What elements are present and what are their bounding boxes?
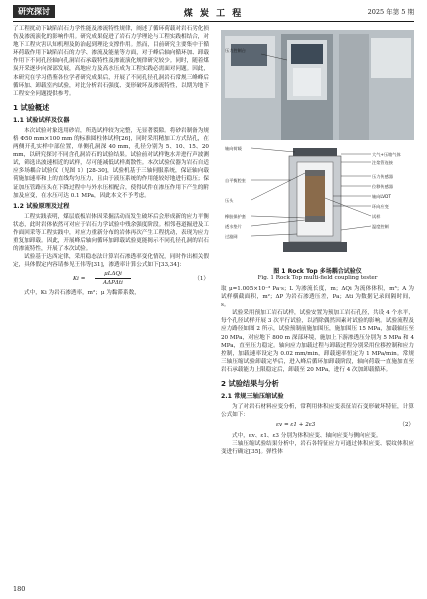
figure-label: 环向应变 <box>372 204 389 209</box>
figure-label: 过滤网 <box>225 234 238 239</box>
body-paragraph: 试验采用预加工岩石试样，试验安置为预加工岩石孔径，共设 4 个水平，每个孔径试样开展 3 次平行试验，以消除偶然因素对试验的影响。试验流程及应力路径如图 2 所示，试验预制前施加围压，施加围压 15 MPa，加载轴压至 20 MPa，对应地下 800 m 深部环境，施加上下游渗透压分别为 5 MPa 和 4 MPa，直至压力稳定。轴向应力加载过程与卸载过程分别采用位移控制和应力控制，加载速率设定为 0.02 mm/min，卸载速率恒定为 1 MPa/min。常规三轴压缩试验卸载完毕后，进入峰后循环加卸载阶段，轴向荷载一直施加直至岩石承载能力上限稳定后，卸载至 20 MPa，进行 4 次加卸载循环。 <box>221 310 414 373</box>
left-column <box>13 25 209 297</box>
equation-1-lhs: Ki = <box>73 276 86 283</box>
running-header <box>13 5 414 19</box>
header-rule <box>13 21 414 22</box>
right-column <box>221 285 414 457</box>
body-paragraph: 式中，εv、ε1、ε3 分别为体积应变、轴向应变与侧向应变。 <box>232 433 382 440</box>
equation-2-body: εv = ε1 + 2ε3 <box>276 422 316 429</box>
equation-1 <box>13 269 209 289</box>
equation-1-number: （1） <box>194 276 209 283</box>
figure-label: 压力控制台 <box>225 48 246 53</box>
tester-photo-schematic <box>221 30 414 263</box>
body-paragraph: 式中，Ki 为岩石渗透率，m²；μ 为黏滞系数， <box>24 290 140 297</box>
body-paragraph: 试验基于达西定律，采用稳态法计算岩石渗透率变化情况，同时作出相关假定，具体假定内容请参见王伟等[31]，渗透率计算公式如下[33,34]： <box>13 254 209 269</box>
body-paragraph: 三轴压缩试验结果分析中，岩石各特征应力可通过体积应变、裂纹体积应变进行确定[35]。弹性体 <box>221 441 414 456</box>
figure-label: 橡胶保护套 <box>225 214 246 219</box>
section-2-title: 2 试验结果与分析 <box>221 379 279 389</box>
figure-label: 试样 <box>372 214 381 219</box>
equation-1-denominator: AΔPΔti <box>103 280 123 287</box>
figure-label: 位移传感器 <box>372 184 393 189</box>
figure-label: 压力传感器 <box>372 174 393 179</box>
figure-label: 轴向LVDT <box>372 194 391 199</box>
equation-1-numerator: μLΔQi <box>95 270 131 279</box>
figure-caption-en: Fig. 1 Rock Top multi-field coupling tester <box>257 275 378 281</box>
body-paragraph: 本次试验对象选用砂岩，所选试样较为完整，无显著裂隙。将砂岩制备为规格 Φ50 mm×100 mm 的标准圆柱体试样[26]，同时采用精加工方式钻孔，在两侧开孔实样中部位置，单侧孔洞深 40 mm，孔径分别为 5、10、15、20 mm，以研究探讨不同含孔洞岩石的试验结果。试验前对试样饱水并进行声波测试，筛选出波速相近的试样，尽可能减低试样离散性。本次试验仪器为岩石自适应多场耦合试验仪（见图 1）[28-30]，试验机基于三轴伺服系统，保证轴向载荷施加速率和上的直线均匀压力，且由于液压系统的作用能较好地进行稳压；保证加压管路压头在下降过程中与外水压相配合，使得试件在渗压作用下产生的附加及应变，在水压可达 0.1 MPa，因此本文不予考虑。 <box>13 127 209 199</box>
figure-label: 压头 <box>225 198 234 203</box>
figure-label: 自平衡腔室 <box>225 178 246 183</box>
section-tag: 研究探讨 <box>13 5 55 18</box>
section-1-2-title: 1.2 试验原理及过程 <box>13 202 70 210</box>
figure-label: 注浆管连接 <box>372 160 393 165</box>
journal-title: 煤 炭 工 程 <box>183 9 244 19</box>
equation-2 <box>221 419 414 432</box>
body-paragraph: 为了对岩石材料应变分析，常利用体积应变表征岩石变形破坏特征，计算公式如下： <box>221 404 414 419</box>
figure-label: 轴向荷载 <box>225 146 242 151</box>
page-number: 180 <box>13 585 26 593</box>
section-1-1-title: 1.1 试验试样及仪器 <box>13 116 70 124</box>
intro-paragraph: 了工程扰动下缺陷岩石力学性能及渗流特性规律，阐述了循环荷载对岩石劣化损伤及渗流演化的影响作用。研究成果促进了岩石力学理论与工程实践相结合，对地下工程灾害认知机理及防治起到理论支撑作用。然而，目前研究主要集中于循环荷载作用下缺陷岩石的力学、渗流及能量等方面，对于峰后轴向循环加、卸载作用下不同孔径轴向孔洞岩石承载特性及渗流演化规律研究较少。同时，随着煤炭开采逐步向深部发展，高地应力及高水压成为工程实践必需面对问题。因此，本研究在学习借鉴各位学者研究成果后，开展了不同孔径孔洞岩石常规三峰峰后循环加、卸载室内试验，对比分析岩石强度、变形破坏及渗流特性，以期为地下工程安全问题提供参考。 <box>13 26 209 97</box>
issue-label: 2025 年第 5 期 <box>367 8 414 16</box>
figure-label: 大气+压缩气体 <box>372 152 401 157</box>
equation-1-fraction <box>95 270 131 287</box>
figure-label: 透水垫片 <box>225 224 242 229</box>
figure-label: 温度控制 <box>372 224 389 229</box>
equation-2-number: （2） <box>399 422 414 429</box>
section-2-1-title: 2.1 常规三轴压缩试验 <box>221 393 284 401</box>
body-paragraph: 取 μ=1.005×10⁻³ Pa·s；L 为渗流长度，m；ΔQi 为流体体积，m³；A 为试样横截面积，m²；ΔP 为岩石渗透压差，Pa；Δti 为数据记录间隔时间，s。 <box>221 286 414 309</box>
figure-caption-cn: 图 1 Rock Top 多场耦合试验仪 <box>273 268 362 275</box>
body-paragraph: 工程实践表明，煤层底板岩体因采掘活动而发生破坏后会形成新的应力平衡状态，此时岩体依然可对应于岩石力学试验中残余强度阶段。相邻巷道掘进及工作面回采等工程实践中，对应力重新分布的岩体再次产生工程扰动，表现为应力重复加卸载。因此，开展峰后轴向循环加卸载试验更能揭示不同孔径孔洞的岩石的渗流特性，开展了本次试验。 <box>13 213 209 253</box>
section-1-title: 1 试验概述 <box>13 102 50 112</box>
figure-1 <box>221 30 414 263</box>
